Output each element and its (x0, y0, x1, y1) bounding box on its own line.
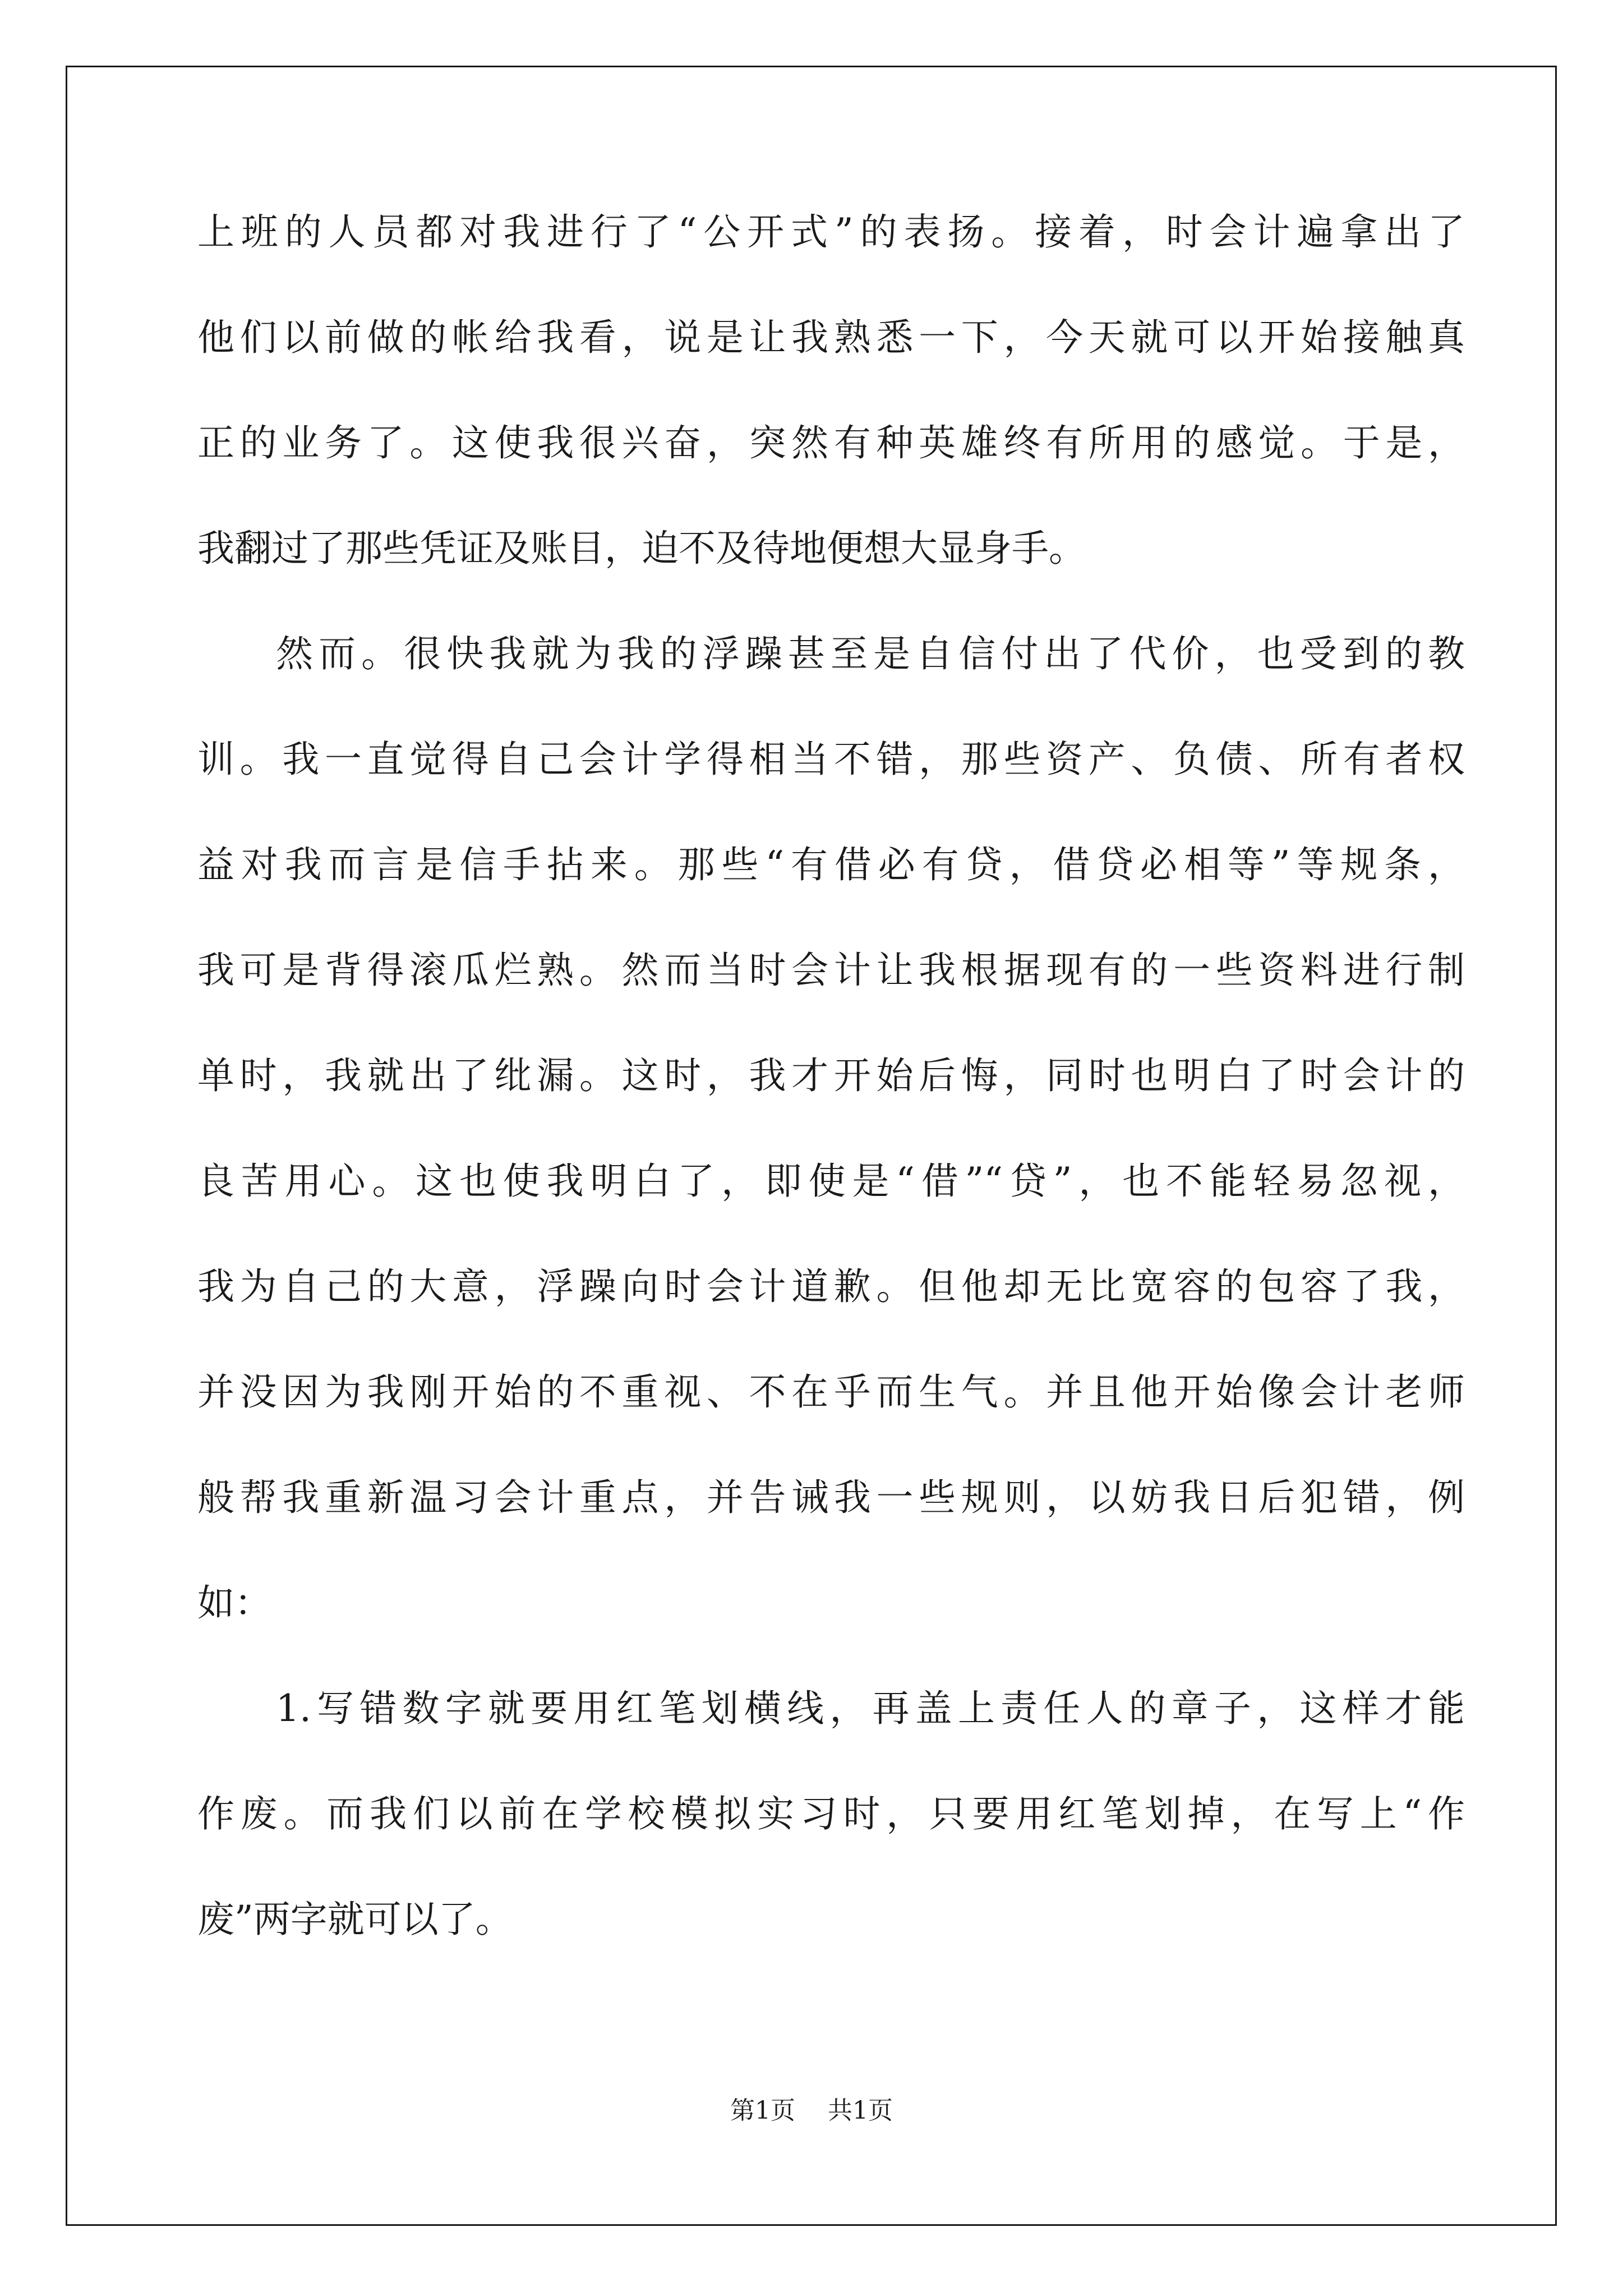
text-line: 良苦用心。这也使我明白了，即使是“借”“贷”，也不能轻易忽视， (197, 1159, 1465, 1203)
text-line: 正的业务了。这使我很兴奋，突然有种英雄终有所用的感觉。于是， (197, 421, 1465, 464)
text-line: 1.写错数字就要用红笔划横线，再盖上责任人的章子，这样才能 (276, 1687, 1465, 1730)
text-line: 并没因为我刚开始的不重视、不在乎而生气。并且他开始像会计老师 (197, 1370, 1465, 1414)
text-line: 我翻过了那些凭证及账目，迫不及待地便想大显身手。 (197, 527, 1086, 570)
text-line: 我为自己的大意，浮躁向时会计道歉。但他却无比宽容的包容了我， (197, 1265, 1465, 1308)
text-line: 般帮我重新温习会计重点，并告诫我一些规则，以妨我日后犯错，例 (197, 1476, 1465, 1519)
text-line: 作废。而我们以前在学校模拟实习时，只要用红笔划掉，在写上“作 (197, 1792, 1465, 1835)
text-line: 益对我而言是信手拈来。那些“有借必有贷，借贷必相等”等规条， (197, 843, 1465, 886)
text-line: 他们以前做的帐给我看，说是让我熟悉一下，今天就可以开始接触真 (197, 316, 1465, 359)
text-line: 训。我一直觉得自己会计学得相当不错，那些资产、负债、所有者权 (197, 738, 1465, 781)
text-line: 然而。很快我就为我的浮躁甚至是自信付出了代价，也受到的教 (276, 632, 1465, 675)
page-total: 共1页 (828, 2096, 893, 2125)
text-line: 上班的人员都对我进行了“公开式”的表扬。接着，时会计遍拿出了 (197, 210, 1465, 254)
text-line: 单时，我就出了纰漏。这时，我才开始后悔，同时也明白了时会计的 (197, 1054, 1465, 1097)
page-number: 第1页 (730, 2096, 795, 2125)
text-line: 我可是背得滚瓜烂熟。然而当时会计让我根据现有的一些资料进行制 (197, 949, 1465, 992)
text-line: 废”两字就可以了。 (197, 1898, 513, 1941)
text-line: 如： (197, 1581, 271, 1625)
document-body (197, 205, 1465, 1998)
page-footer (0, 2090, 1623, 2126)
